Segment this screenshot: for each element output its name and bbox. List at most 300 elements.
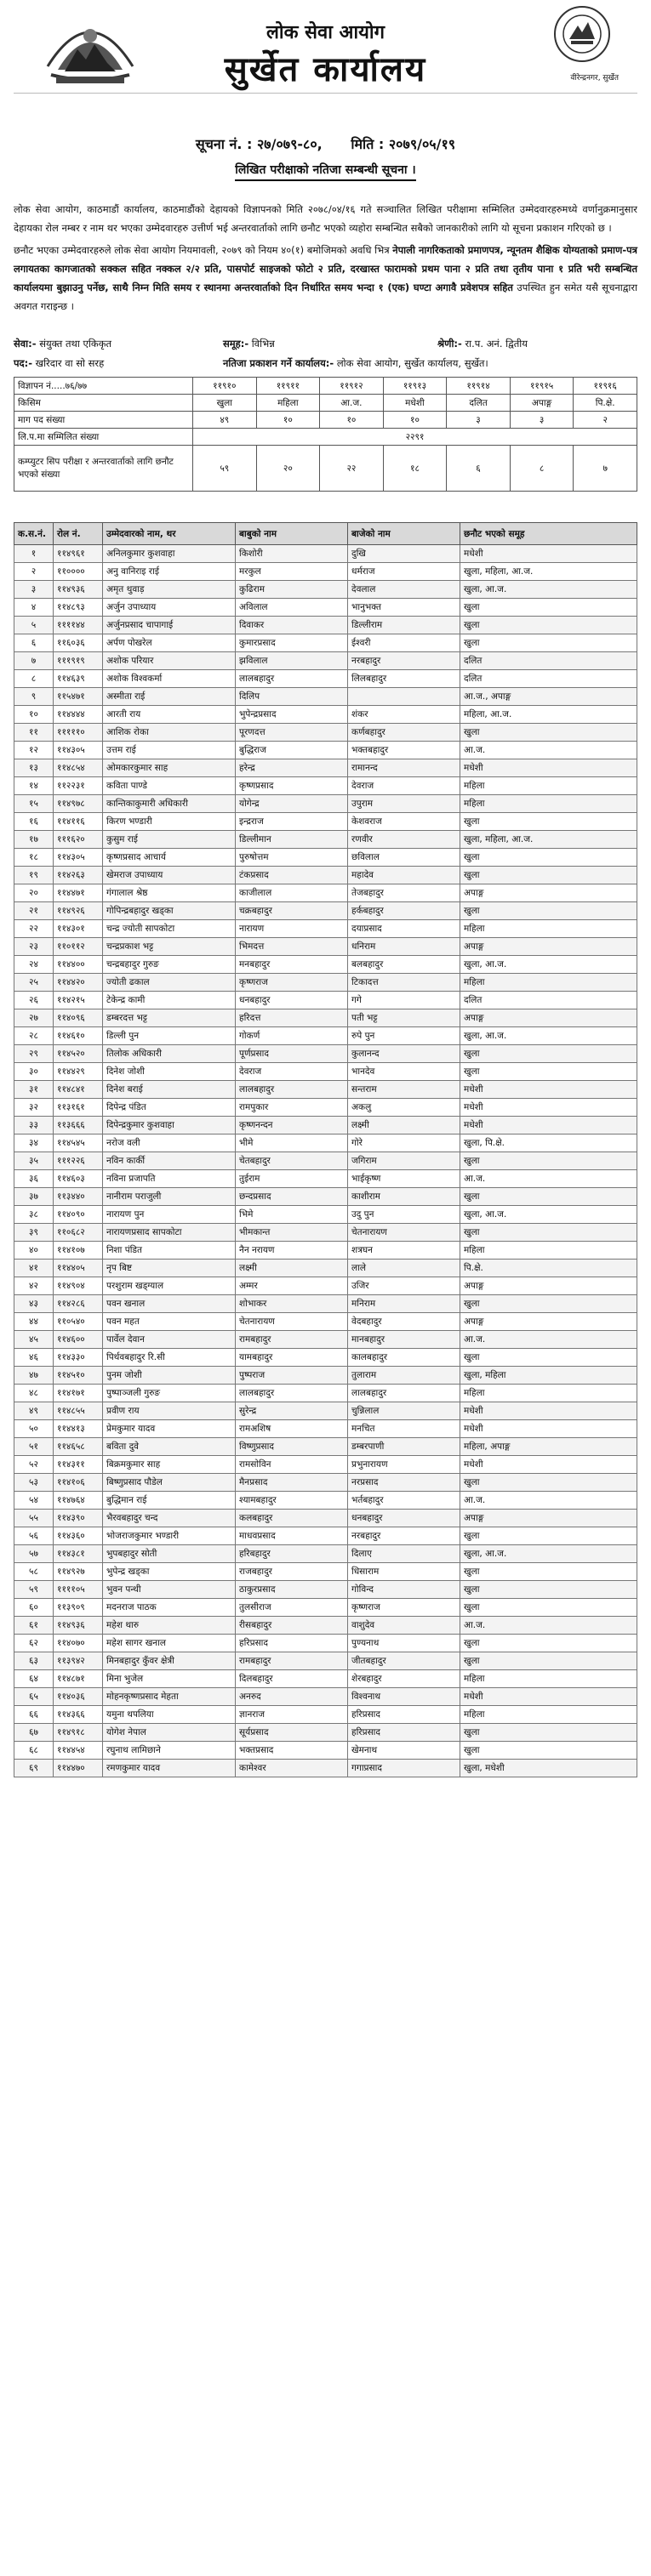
grandfather-name-cell: भानुभक्त — [348, 599, 460, 617]
group-cell: खुला, आ.ज. — [460, 1545, 637, 1563]
table-row — [14, 1009, 637, 1027]
grandfather-name-cell: शेरबहादुर — [348, 1670, 460, 1688]
father-name-cell: कृष्णप्रसाद — [236, 777, 348, 795]
roll-cell: ११४६१० — [54, 1027, 103, 1045]
father-name-cell: भुपेन्द्रप्रसाद — [236, 706, 348, 724]
table-row — [14, 1688, 637, 1706]
father-name-cell: कृष्णराज — [236, 974, 348, 992]
serial-cell: ३२ — [14, 1099, 54, 1117]
grandfather-name-cell: बलबहादुर — [348, 956, 460, 974]
class-value: रा.प. अनं. द्वितीय — [465, 338, 528, 350]
serial-cell: ५३ — [14, 1474, 54, 1492]
candidate-name-cell: अनिलकुमार कुशवाहा — [103, 545, 236, 563]
group-cell: महिला — [460, 777, 637, 795]
roll-cell: ११३४४० — [54, 1188, 103, 1206]
table-row — [14, 1331, 637, 1349]
group-cell: खुला, पि.क्षे. — [460, 1134, 637, 1152]
table-row — [14, 1188, 637, 1206]
father-name-cell: शोभाकर — [236, 1295, 348, 1313]
candidate-name-cell: अर्पण पोखरेल — [103, 634, 236, 652]
roll-cell: ११४४०५ — [54, 1260, 103, 1277]
table-row — [14, 1313, 637, 1331]
adv-type: आ.ज. — [320, 395, 384, 412]
serial-cell: ३० — [14, 1063, 54, 1081]
father-name-cell: रामअशिष — [236, 1420, 348, 1438]
grandfather-name-cell: रणवीर — [348, 831, 460, 849]
table-row — [14, 1045, 637, 1063]
candidate-table-body — [14, 545, 637, 1777]
table-row — [14, 938, 637, 956]
roll-cell: ११४५४५ — [54, 1134, 103, 1152]
roll-cell: ११४३०५ — [54, 849, 103, 867]
group-cell: खुला — [460, 1045, 637, 1063]
group-cell: खुला — [460, 1349, 637, 1367]
grandfather-name-cell: चुन्निलाल — [348, 1402, 460, 1420]
table-row — [14, 688, 637, 706]
adv-selected: १८ — [383, 446, 447, 492]
group-cell: आ.ज. — [460, 1170, 637, 1188]
father-name-cell: तुईराम — [236, 1170, 348, 1188]
candidate-name-cell: टेकेन्द्र कामी — [103, 992, 236, 1009]
candidate-name-cell: भुपबहादुर सोती — [103, 1545, 236, 1563]
grandfather-name-cell: लालबहादुर — [348, 1385, 460, 1402]
father-name-cell: धनबहादुर — [236, 992, 348, 1009]
candidate-name-cell: कुसुम राई — [103, 831, 236, 849]
grandfather-name-cell: चेतनारायण — [348, 1224, 460, 1242]
serial-cell: ६४ — [14, 1670, 54, 1688]
candidate-name-cell: मदनराज पाठक — [103, 1599, 236, 1617]
grandfather-name-cell: भानदेव — [348, 1063, 460, 1081]
group-cell: खुला, आ.ज. — [460, 581, 637, 599]
roll-cell: ११०६८२ — [54, 1224, 103, 1242]
serial-cell: ५४ — [14, 1492, 54, 1510]
roll-cell: ११४९१८ — [54, 1724, 103, 1742]
group-cell: मधेशी — [460, 1081, 637, 1099]
serial-cell: ४१ — [14, 1260, 54, 1277]
grandfather-name-cell: दिलाए — [348, 1545, 460, 1563]
adv-number: ११९१४ — [447, 378, 511, 395]
roll-cell: ११४९०४ — [54, 1277, 103, 1295]
candidate-name-cell: नारायणप्रसाद सापकोटा — [103, 1224, 236, 1242]
candidate-name-cell: भोजराजकुमार भण्डारी — [103, 1527, 236, 1545]
grandfather-name-cell: डम्बरपाणी — [348, 1438, 460, 1456]
group-cell: खुला, महिला — [460, 1367, 637, 1385]
grandfather-name-cell: दयाप्रसाद — [348, 920, 460, 938]
adv-demand: ४९ — [193, 412, 257, 429]
roll-cell: ११४३६६ — [54, 1706, 103, 1724]
adv-type: मधेशी — [383, 395, 447, 412]
group-cell: महिला, अपाङ्ग — [460, 1438, 637, 1456]
roll-cell: ११४२८६ — [54, 1295, 103, 1313]
roll-cell: ११४२१५ — [54, 992, 103, 1009]
father-name-cell: अम्मर — [236, 1277, 348, 1295]
table-row — [14, 1474, 637, 1492]
grandfather-name-cell: लक्ष्मी — [348, 1117, 460, 1134]
grandfather-name-cell: महादेव — [348, 867, 460, 884]
candidate-name-cell: अनु वानिराइ राई — [103, 563, 236, 581]
roll-cell: ११४६५८ — [54, 1438, 103, 1456]
roll-cell: ११४११६ — [54, 813, 103, 831]
serial-cell: ५९ — [14, 1581, 54, 1599]
table-row — [14, 1152, 637, 1170]
group-cell: आ.ज., अपाङ्ग — [460, 688, 637, 706]
candidate-name-cell: डिल्ली पुन — [103, 1027, 236, 1045]
serial-cell: ५६ — [14, 1527, 54, 1545]
group-cell: अपाङ्ग — [460, 884, 637, 902]
table-row — [14, 706, 637, 724]
table-row — [14, 1277, 637, 1295]
roll-cell: ११४६०३ — [54, 1170, 103, 1188]
group-cell: अपाङ्ग — [460, 938, 637, 956]
serial-cell: ३१ — [14, 1081, 54, 1099]
grandfather-name-cell: वेदबहादुर — [348, 1313, 460, 1331]
serial-cell: १९ — [14, 867, 54, 884]
grandfather-name-cell: गगाप्रसाद — [348, 1760, 460, 1777]
col-name: उम्मेदवारको नाम, थर — [103, 523, 236, 545]
serial-cell: २४ — [14, 956, 54, 974]
group-cell: पि.क्षे. — [460, 1260, 637, 1277]
grandfather-name-cell: काशीराम — [348, 1188, 460, 1206]
candidate-name-cell: रमणकुमार यादव — [103, 1760, 236, 1777]
candidate-name-cell: पुनम जोशी — [103, 1367, 236, 1385]
table-row — [14, 813, 637, 831]
grandfather-name-cell: भर्तबहादुर — [348, 1492, 460, 1510]
instruction-paragraph — [14, 241, 637, 316]
table-row — [14, 777, 637, 795]
roll-cell: ११३९४२ — [54, 1652, 103, 1670]
serial-cell: ४४ — [14, 1313, 54, 1331]
table-row — [14, 1563, 637, 1581]
table-row — [14, 902, 637, 920]
grandfather-name-cell: हरिप्रसाद — [348, 1706, 460, 1724]
candidate-name-cell: खेमराज उपाध्याय — [103, 867, 236, 884]
serial-cell: ६ — [14, 634, 54, 652]
roll-cell: ११४९३६ — [54, 1617, 103, 1635]
serial-cell: १३ — [14, 759, 54, 777]
notice-date: मिति : २०७९/०५/१९ — [351, 136, 456, 152]
adv-selected-row — [14, 446, 637, 492]
father-name-cell: लालबहादुर — [236, 1081, 348, 1099]
serial-cell: ६६ — [14, 1706, 54, 1724]
roll-cell: ११४९२७ — [54, 1563, 103, 1581]
candidate-name-cell: दिनेश जोशी — [103, 1063, 236, 1081]
father-name-cell: पूर्णप्रसाद — [236, 1045, 348, 1063]
group-cell: आ.ज. — [460, 1492, 637, 1510]
group-cell: खुला, आ.ज. — [460, 1206, 637, 1224]
candidate-name-cell: दिनेश बराई — [103, 1081, 236, 1099]
candidate-name-cell: पार्वेल देवान — [103, 1331, 236, 1349]
grandfather-name-cell: लाले — [348, 1260, 460, 1277]
group-cell: खुला — [460, 1063, 637, 1081]
candidate-name-cell: अमृत थुवाड़ — [103, 581, 236, 599]
adv-number-row — [14, 378, 637, 395]
grandfather-name-cell: प्रभुनारायण — [348, 1456, 460, 1474]
adv-selected: ५९ — [193, 446, 257, 492]
candidate-name-cell: कृष्णप्रसाद आचार्य — [103, 849, 236, 867]
candidate-name-cell: महेश थारु — [103, 1617, 236, 1635]
notice-subject: लिखित परीक्षाको नतिजा सम्बन्धी सूचना । — [235, 162, 415, 181]
adv-demand-row — [14, 412, 637, 429]
father-name-cell: मरकुल — [236, 563, 348, 581]
group-cell: मधेशी — [460, 1420, 637, 1438]
group-cell: दलित — [460, 670, 637, 688]
candidate-name-cell: डम्बरदत्त भट्ट — [103, 1009, 236, 1027]
adv-demand: ३ — [510, 412, 574, 429]
advertisement-table — [14, 377, 637, 492]
roll-cell: १११९१९ — [54, 652, 103, 670]
adv-demand-label: माग पद संख्या — [14, 412, 193, 429]
candidate-name-cell: ओमकारकुमार साह — [103, 759, 236, 777]
group-cell: खुला — [460, 1652, 637, 1670]
candidate-name-cell: उत्तम राई — [103, 742, 236, 759]
adv-number: ११९१३ — [383, 378, 447, 395]
table-row — [14, 1117, 637, 1134]
group-cell: खुला — [460, 1724, 637, 1742]
father-name-cell: हरिदत्त — [236, 1009, 348, 1027]
grandfather-name-cell: हर्कबहादुर — [348, 902, 460, 920]
serial-cell: १० — [14, 706, 54, 724]
table-row — [14, 1402, 637, 1420]
group-cell: महिला — [460, 1385, 637, 1402]
roll-cell: ११६०३६ — [54, 634, 103, 652]
father-name-cell: कुमारप्रसाद — [236, 634, 348, 652]
class-label: श्रेणी:- — [437, 338, 462, 350]
father-name-cell: नैन नरायण — [236, 1242, 348, 1260]
grandfather-name-cell: कृष्णराज — [348, 1599, 460, 1617]
candidate-name-cell: रघुनाथ लामिछाने — [103, 1742, 236, 1760]
father-name-cell: चेतनारायण — [236, 1313, 348, 1331]
roll-cell: ११४३११ — [54, 1456, 103, 1474]
table-row — [14, 1617, 637, 1635]
roll-cell: ११४८५४ — [54, 759, 103, 777]
adv-demand: ३ — [447, 412, 511, 429]
group-cell: खुला — [460, 1599, 637, 1617]
adv-participants: २२९१ — [193, 429, 637, 446]
grandfather-name-cell: डिल्लीराम — [348, 617, 460, 634]
father-name-cell: चेतबहादुर — [236, 1152, 348, 1170]
table-row — [14, 724, 637, 742]
group-cell: मधेशी — [460, 759, 637, 777]
adv-demand: १० — [320, 412, 384, 429]
serial-cell: ४२ — [14, 1277, 54, 1295]
adv-selected: २२ — [320, 446, 384, 492]
father-name-cell: अविलाल — [236, 599, 348, 617]
grandfather-name-cell: अकलु — [348, 1099, 460, 1117]
group-cell: मधेशी — [460, 1117, 637, 1134]
grandfather-name-cell: गगे — [348, 992, 460, 1009]
serial-cell: ४७ — [14, 1367, 54, 1385]
father-name-cell: डिल्लीमान — [236, 831, 348, 849]
group-cell: मधेशी — [460, 1456, 637, 1474]
table-row — [14, 634, 637, 652]
grandfather-name-cell: कुलानन्द — [348, 1045, 460, 1063]
grandfather-name-cell: गोरे — [348, 1134, 460, 1152]
candidate-name-cell: चन्द्र ज्योती सापकोटा — [103, 920, 236, 938]
roll-cell: ११११४४ — [54, 617, 103, 634]
table-row — [14, 742, 637, 759]
grandfather-name-cell: पती भट्ट — [348, 1009, 460, 1027]
grandfather-name-cell: तुलाराम — [348, 1367, 460, 1385]
col-grandfather: बाजेको नाम — [348, 523, 460, 545]
table-row — [14, 1438, 637, 1456]
roll-cell: ११३१६१ — [54, 1099, 103, 1117]
table-row — [14, 884, 637, 902]
grandfather-name-cell: देवलाल — [348, 581, 460, 599]
table-row — [14, 992, 637, 1009]
adv-type: महिला — [256, 395, 320, 412]
table-row — [14, 1295, 637, 1313]
group-cell: खुला — [460, 1224, 637, 1242]
serial-cell: ५१ — [14, 1438, 54, 1456]
grandfather-name-cell: धनिराम — [348, 938, 460, 956]
candidate-name-cell: यमुना थपलिया — [103, 1706, 236, 1724]
adv-demand: १० — [383, 412, 447, 429]
father-name-cell: काजीलाल — [236, 884, 348, 902]
grandfather-name-cell: जगिराम — [348, 1152, 460, 1170]
roll-cell: ११४३३० — [54, 1349, 103, 1367]
roll-cell: ११४५१० — [54, 1367, 103, 1385]
candidate-name-cell: महेश सागर खनाल — [103, 1635, 236, 1652]
table-row — [14, 1706, 637, 1724]
father-name-cell: सुरेन्द्र — [236, 1402, 348, 1420]
father-name-cell: अनरुद — [236, 1688, 348, 1706]
father-name-cell: सूर्यप्रसाद — [236, 1724, 348, 1742]
table-row — [14, 1385, 637, 1402]
candidate-name-cell: योगेश नेपाल — [103, 1724, 236, 1742]
father-name-cell: ज्ञानराज — [236, 1706, 348, 1724]
group-cell: खुला — [460, 1152, 637, 1170]
roll-cell: ११४०९० — [54, 1206, 103, 1224]
serial-cell: ७ — [14, 652, 54, 670]
serial-cell: २८ — [14, 1027, 54, 1045]
roll-cell: ११४३०५ — [54, 742, 103, 759]
roll-cell: ११४३९० — [54, 1510, 103, 1527]
father-name-cell: भक्तप्रसाद — [236, 1742, 348, 1760]
candidate-name-cell: अर्जुनप्रसाद चापागाई — [103, 617, 236, 634]
candidate-name-cell: बविता दुवे — [103, 1438, 236, 1456]
grandfather-name-cell: शत्रघन — [348, 1242, 460, 1260]
group-cell: अपाङ्ग — [460, 1510, 637, 1527]
table-row — [14, 1134, 637, 1152]
serial-cell: २३ — [14, 938, 54, 956]
roll-cell: ११४७६४ — [54, 1492, 103, 1510]
serial-cell: ३५ — [14, 1152, 54, 1170]
table-row — [14, 563, 637, 581]
father-name-cell: रीसबहादुर — [236, 1617, 348, 1635]
group-cell: अपाङ्ग — [460, 1277, 637, 1295]
intro-paragraph: लोक सेवा आयोग, काठमाडौं कार्यालय, काठमाडौंको देहायको विज्ञापनको मिति २०७८/०४/१६ गते सञ्चालित लिखित परीक्षामा सम्मिलित उम्मेदवारहरुमध्ये वर्णानुक्रमानुसार देहायका रोल नम्बर र नाम थर भएका उम्मेदवारहरु उत्तीर्ण भई अन्तरवार्ताको लागि छनौट भएको व्यहोरा सम्बन्धित सबैको जानकारीको लागि यो सूचना प्रकाशन गरिएको छ । — [14, 203, 637, 234]
serial-cell: २१ — [14, 902, 54, 920]
father-name-cell: नारायण — [236, 920, 348, 938]
group-cell: आ.ज. — [460, 1617, 637, 1635]
group-cell: खुला — [460, 1474, 637, 1492]
grandfather-name-cell: छविलाल — [348, 849, 460, 867]
father-name-cell: कलबहादुर — [236, 1510, 348, 1527]
serial-cell: १४ — [14, 777, 54, 795]
group-cell: मधेशी — [460, 545, 637, 563]
candidate-name-cell: अशोक विश्वकर्मा — [103, 670, 236, 688]
serial-cell: २२ — [14, 920, 54, 938]
table-row — [14, 1724, 637, 1742]
father-name-cell: हरिप्रसाद — [236, 1635, 348, 1652]
group-cell: खुला — [460, 849, 637, 867]
serial-cell: ५ — [14, 617, 54, 634]
group-cell: खुला — [460, 634, 637, 652]
serial-cell: ६८ — [14, 1742, 54, 1760]
serial-cell: ६१ — [14, 1617, 54, 1635]
result-office-label: नतिजा प्रकाशन गर्ने कार्यालय:- — [223, 357, 334, 369]
serial-cell: १ — [14, 545, 54, 563]
instruction-plain: छनौट भएका उम्मेदवारहरुले लोक सेवा आयोग नियमावली, २०७९ को नियम ४०(१) बमोजिमको अवधि भित्र — [14, 244, 390, 256]
candidate-name-cell: पिर्थवबहादुर रि.सी — [103, 1349, 236, 1367]
serial-cell: ८ — [14, 670, 54, 688]
father-name-cell: भीमकान्त — [236, 1224, 348, 1242]
table-row — [14, 581, 637, 599]
adv-type: खुला — [193, 395, 257, 412]
father-name-cell: लक्ष्मी — [236, 1260, 348, 1277]
roll-cell: ११४१०६ — [54, 1474, 103, 1492]
candidate-name-cell: गोपिन्द्रबहादुर खड्का — [103, 902, 236, 920]
father-name-cell: झविलाल — [236, 652, 348, 670]
serial-cell: ५२ — [14, 1456, 54, 1474]
table-row — [14, 831, 637, 849]
roll-cell: ११४१७१ — [54, 1385, 103, 1402]
table-row — [14, 1349, 637, 1367]
serial-cell: ४६ — [14, 1349, 54, 1367]
table-row — [14, 920, 637, 938]
roll-cell: १११६२० — [54, 831, 103, 849]
adv-type: पि.क्षे. — [574, 395, 637, 412]
grandfather-name-cell: तेजबहादुर — [348, 884, 460, 902]
father-name-cell: श्यामबहादुर — [236, 1492, 348, 1510]
father-name-cell: विष्णुप्रसाद — [236, 1438, 348, 1456]
adv-number: ११९११ — [256, 378, 320, 395]
grandfather-name-cell: नरबहादुर — [348, 1527, 460, 1545]
roll-cell: ११४०९६ — [54, 1009, 103, 1027]
col-serial: क.स.नं. — [14, 523, 54, 545]
father-name-cell: दिवाकर — [236, 617, 348, 634]
table-row — [14, 1224, 637, 1242]
grandfather-name-cell: नरप्रसाद — [348, 1474, 460, 1492]
grandfather-name-cell: शंकर — [348, 706, 460, 724]
table-row — [14, 670, 637, 688]
table-row — [14, 1099, 637, 1117]
group-cell: खुला — [460, 617, 637, 634]
table-row — [14, 1420, 637, 1438]
serial-cell: ५८ — [14, 1563, 54, 1581]
group-cell: महिला, आ.ज. — [460, 706, 637, 724]
serial-cell: ३६ — [14, 1170, 54, 1188]
father-name-cell: रामसोविन — [236, 1456, 348, 1474]
candidate-name-cell: नविना प्रजापति — [103, 1170, 236, 1188]
father-name-cell: मनबहादुर — [236, 956, 348, 974]
adv-participants-label: लि.प.मा सम्मिलित संख्या — [14, 429, 193, 446]
candidate-table-header — [14, 523, 637, 545]
table-row — [14, 1670, 637, 1688]
serial-cell: ४ — [14, 599, 54, 617]
candidate-name-cell: बिष्णुप्रसाद पौडेल — [103, 1474, 236, 1492]
serial-cell: १७ — [14, 831, 54, 849]
grandfather-name-cell: उदु पुन — [348, 1206, 460, 1224]
col-father: बाबुको नाम — [236, 523, 348, 545]
father-name-cell: किशोरी — [236, 545, 348, 563]
father-name-cell: छन्दप्रसाद — [236, 1188, 348, 1206]
serial-cell: ४९ — [14, 1402, 54, 1420]
serial-cell: १६ — [14, 813, 54, 831]
serial-cell: २६ — [14, 992, 54, 1009]
grandfather-name-cell: उजिर — [348, 1277, 460, 1295]
candidate-name-cell: आरती राय — [103, 706, 236, 724]
